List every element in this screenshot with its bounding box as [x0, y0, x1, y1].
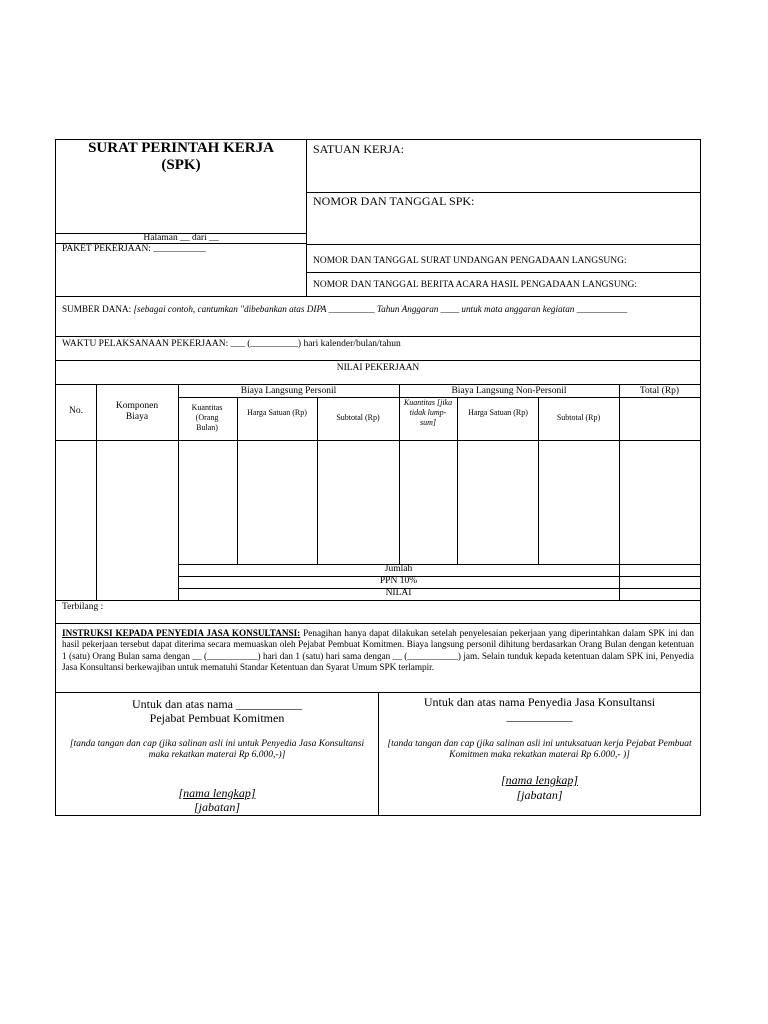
form-title: SURAT PERINTAH KERJA [88, 140, 274, 156]
right-signature-name: [nama lengkap] [501, 773, 578, 787]
col-komponen-header: Komponen Biaya [115, 401, 159, 422]
sumber-dana-label: SUMBER DANA: [62, 304, 132, 314]
ppn-row-label: PPN 10% [379, 576, 418, 586]
group-non-personil-header: Biaya Langsung Non-Personil [451, 386, 567, 396]
nomor-tanggal-spk-label: NOMOR DAN TANGGAL SPK: [313, 194, 475, 208]
left-signature-name: [nama lengkap] [178, 786, 256, 800]
nilai-pekerjaan-heading: NILAI PEKERJAAN [336, 363, 420, 373]
sub-subtotal-non-personil: Subtotal (Rp) [556, 413, 601, 422]
left-signature-authority: Pejabat Pembuat Komitmen [149, 711, 285, 725]
paket-pekerjaan-label: PAKET PEKERJAAN: ___________ [62, 244, 206, 254]
left-signature-note: [tanda tangan dan cap (jika salinan asli ini untuk Penyedia Jasa Konsultansi maka rekatkan materai Rp 6.000,-)] [69, 739, 365, 760]
left-signature-position: [jabatan] [193, 800, 240, 814]
sub-subtotal-personil: Subtotal (Rp) [336, 413, 380, 422]
sub-kuantitas-non-personil: Kuantitas [jika tidak lump-sum] [403, 398, 453, 427]
right-signature-position: [jabatan] [516, 788, 563, 802]
satuan-kerja-label: SATUAN KERJA: [313, 142, 405, 156]
jumlah-row-label: Jumlah [384, 564, 413, 574]
right-signature-heading: Untuk dan atas nama Penyedia Jasa Konsultansi [423, 695, 656, 709]
sub-harga-personil: Harga Satuan (Rp) [247, 408, 307, 417]
halaman-label: Halaman __ dari __ [143, 233, 219, 243]
instruksi-label: INSTRUKSI KEPADA PENYEDIA JASA KONSULTANSI: [62, 628, 301, 638]
instruksi-text: Penagihan hanya dapat dilakukan setelah penyelesaian pekerjaan yang diperintahkan dalam SPK ini dan hasil pekerjaan tersebut dapat diterima secara memuaskan oleh Pejabat Pembuat Komitmen. Biaya langsung personil dihitung berdasarkan Orang Bulan dengan ketentuan 1 (satu) Orang Bulan sama dengan __ (___________) hari dan 1 (satu) hari sama dengan __ (___________) jam. Selain tunduk kepada ketentuan dalam SPK ini, Penyedia Jasa Konsultansi berkewajiban untuk mematuhi Standar Ketentuan dan Syarat Umum SPK terlampir. [62, 628, 694, 672]
nilai-row-label: NILAI [385, 588, 412, 598]
col-total-header: Total (Rp) [639, 386, 680, 396]
right-signature-note: [tanda tangan dan cap (jika salinan asli ini untuksatuan kerja Pejabat Pembuat Komitmen maka rekatkan materai Rp 6.000,- )] [387, 739, 692, 760]
waktu-pelaksanaan-label: WAKTU PELAKSANAAN PEKERJAAN: ___ (__________) hari kalender/bulan/tahun [62, 339, 401, 349]
group-personil-header: Biaya Langsung Personil [240, 386, 337, 396]
sub-kuantitas-personil: Kuantitas (Orang Bulan) [191, 403, 223, 432]
sumber-dana-field [62, 304, 694, 315]
nomor-berita-acara-label: NOMOR DAN TANGGAL BERITA ACARA HASIL PENGADAAN LANGSUNG: [313, 280, 638, 290]
instruksi-block [62, 628, 694, 673]
nomor-undangan-label: NOMOR DAN TANGGAL SURAT UNDANGAN PENGADAAN LANGSUNG: [313, 256, 627, 266]
right-signature-blank: ___________ [506, 709, 573, 723]
form-title-abbrev: (SPK) [161, 157, 201, 173]
left-signature-heading: Untuk dan atas nama ___________ [132, 697, 302, 711]
terbilang-label: Terbilang : [62, 602, 104, 612]
sub-harga-non-personil: Harga Satuan (Rp) [468, 408, 528, 417]
col-no-header: No. [69, 406, 83, 416]
sumber-dana-text: [sebagai contoh, cantumkan "dibebankan atas DIPA __________ Tahun Anggaran ____ untuk mata anggaran kegiatan ___________ [133, 304, 628, 314]
